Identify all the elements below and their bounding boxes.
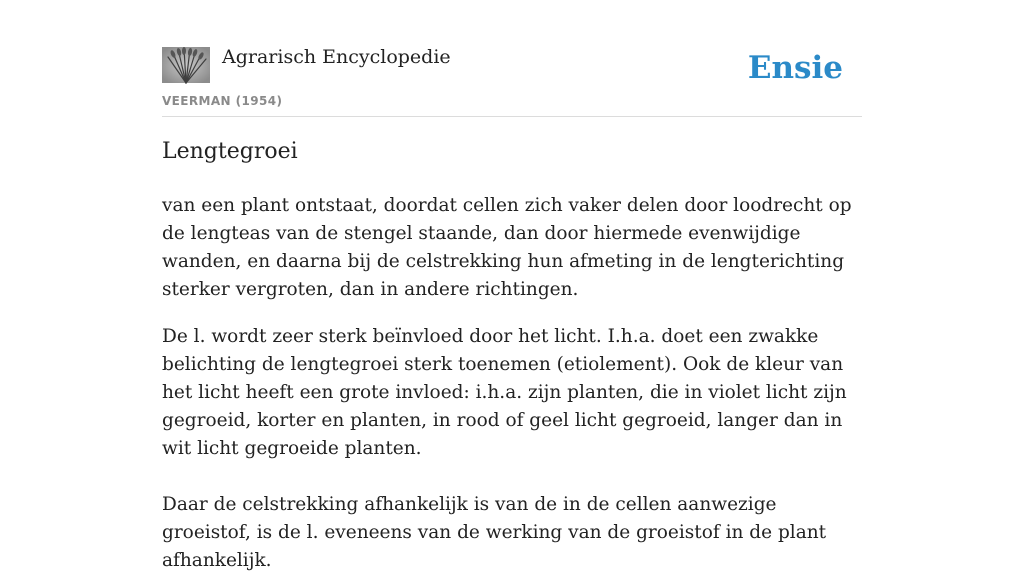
article-title: Lengtegroei: [162, 139, 298, 164]
source-title[interactable]: Agrarisch Encyclopedie: [222, 46, 451, 68]
article-paragraph: De l. wordt zeer sterk beïnvloed door het licht. I.h.a. doet een zwakke belichting de lengtegroei sterk toenemen (etiolement). Ook de kleur van het licht heeft een grote invloed: i.h.a. zijn planten, die in violet licht zijn gegroeid, korter en planten, in rood of geel licht gegroeid, langer dan in wit licht gegroeide planten.: [162, 326, 847, 459]
article-paragraph: Daar de celstrekking afhankelijk is van de in de cellen aanwezige groeistof, is de l. eveneens van de werking van de groeistof in de plant afhankelijk.: [162, 494, 827, 571]
article-paragraph: van een plant ontstaat, doordat cellen zich vaker delen door loodrecht op de lengteas van de stengel staande, dan door hiermede evenwijdige wanden, en daarna bij de celstrekking hun afmeting in de lengterichting sterker vergroten, dan in andere richtingen.: [162, 195, 852, 300]
source-header: [162, 44, 862, 117]
source-subtitle: VEERMAN (1954): [162, 94, 283, 108]
grain-sheaf-icon[interactable]: [162, 47, 210, 83]
brand-logo[interactable]: Ensie: [747, 50, 843, 86]
article-body: [162, 192, 862, 575]
